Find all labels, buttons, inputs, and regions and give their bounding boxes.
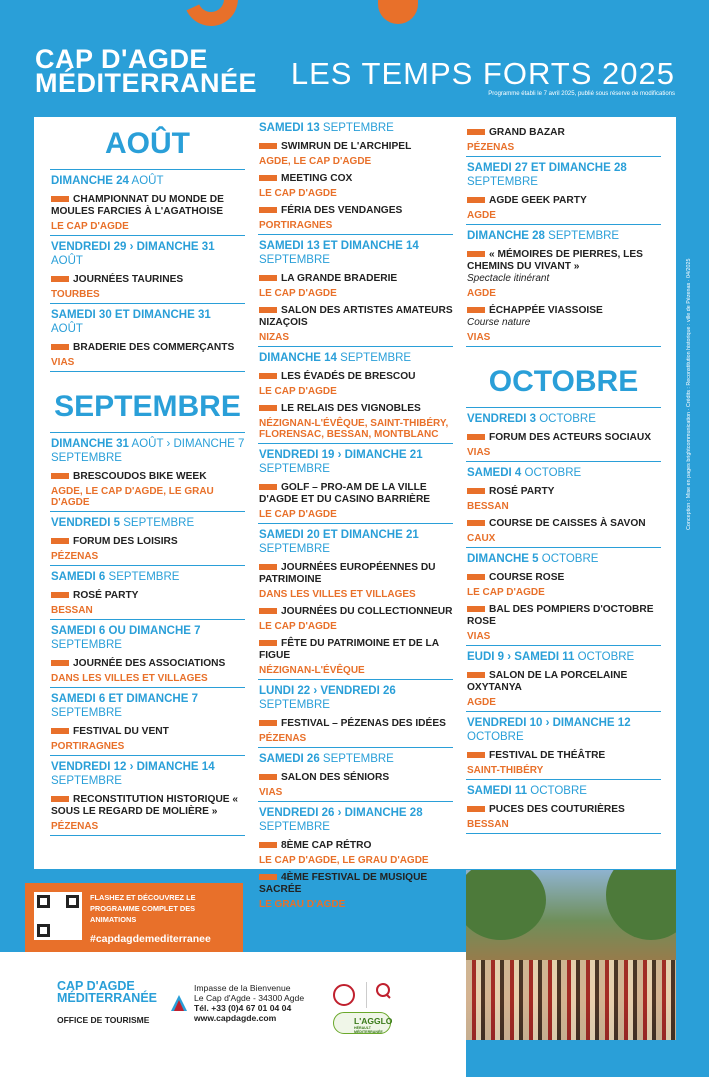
event-date xyxy=(259,239,453,267)
column-1 xyxy=(50,117,245,836)
brand-logo xyxy=(35,44,258,98)
event-place: AGDE xyxy=(467,697,496,708)
date-month: AOÛT xyxy=(128,175,164,187)
date-month: SEPTEMBRE xyxy=(467,176,538,188)
credits-note: Conception : Mise en pages brightcommunication · Crédits : Reconstitution historique : ville de Pézenas · 04/2025 xyxy=(686,258,692,530)
date-month: SEPTEMBRE xyxy=(319,753,394,765)
event-name: RECONSTITUTION HISTORIQUE « SOUS LE REGARD DE MOLIÈRE » xyxy=(51,794,245,818)
event-place: DANS LES VILLES ET VILLAGES xyxy=(259,589,416,600)
event-place: NÉZIGNAN-L'ÉVÊQUE, SAINT-THIBÉRY, FLORENSAC, BESSAN, MONTBLANC xyxy=(259,418,449,440)
event-name: LA GRANDE BRADERIE xyxy=(259,273,453,285)
date-month: OCTOBRE xyxy=(574,651,635,663)
logo-line: CAP D'AGDE xyxy=(35,44,208,74)
event-name: 8ÈME CAP RÉTRO xyxy=(259,840,453,852)
event-entry xyxy=(466,157,661,225)
agglo-sub: HÉRAULT MÉDITERRANÉE xyxy=(354,1026,383,1034)
event-item xyxy=(259,872,453,910)
event-name: ÉCHAPPÉE VIASSOISE xyxy=(467,305,661,317)
event-name: LE RELAIS DES VIGNOBLES xyxy=(259,403,453,415)
event-name: LES ÉVADÉS DE BRESCOU xyxy=(259,371,453,383)
date-day: DIMANCHE 14 xyxy=(259,352,337,364)
event-date xyxy=(51,240,245,268)
website-link[interactable]: www.capdagde.com xyxy=(194,1013,277,1023)
event-place: LE CAP D'AGDE xyxy=(259,288,337,299)
event-place: VIAS xyxy=(51,357,75,368)
date-day: DIMANCHE 28 xyxy=(467,230,545,242)
footer-logo-line: CAP D'AGDE xyxy=(57,979,135,993)
event-item xyxy=(51,342,245,368)
month-heading: SEPTEMBRE xyxy=(50,380,245,433)
date-month: OCTOBRE xyxy=(521,467,582,479)
event-name: SALON DES SÉNIORS xyxy=(259,772,453,784)
event-item xyxy=(259,772,453,798)
date-month: SEPTEMBRE xyxy=(120,517,195,529)
agglo-logo xyxy=(333,1012,391,1034)
date-day: SAMEDI 30 ET DIMANCHE 31 xyxy=(51,309,211,321)
event-entry xyxy=(50,688,245,756)
date-month: SEPTEMBRE xyxy=(259,699,330,711)
date-month: SEPTEMBRE xyxy=(51,707,122,719)
event-entry xyxy=(258,680,453,748)
event-entry xyxy=(258,444,453,524)
date-day: VENDREDI 3 xyxy=(467,413,537,425)
event-item xyxy=(259,403,453,440)
date-month: SEPTEMBRE xyxy=(105,571,180,583)
event-name: FÊTE DU PATRIMOINE ET DE LA FIGUE xyxy=(259,638,453,662)
date-month: SEPTEMBRE xyxy=(51,775,122,787)
event-place: PÉZENAS xyxy=(51,821,99,832)
event-entry xyxy=(50,512,245,566)
event-place: AGDE, LE CAP D'AGDE, LE GRAU D'AGDE xyxy=(51,486,214,508)
event-item xyxy=(259,562,453,600)
event-place: LE CAP D'AGDE xyxy=(259,621,337,632)
event-date xyxy=(259,528,453,556)
event-entry xyxy=(466,117,661,157)
date-day: SAMEDI 13 ET DIMANCHE 14 xyxy=(259,240,419,252)
event-place: VIAS xyxy=(467,447,491,458)
phone-number[interactable]: Tél. +33 (0)4 67 01 04 04 xyxy=(194,1003,292,1013)
event-entry xyxy=(258,117,453,235)
event-place: LE CAP D'AGDE xyxy=(259,188,337,199)
event-place: VIAS xyxy=(259,787,283,798)
event-entry xyxy=(50,756,245,836)
hashtag: #capdagdemediterranee xyxy=(90,933,211,945)
event-entry xyxy=(466,646,661,712)
event-name: FORUM DES ACTEURS SOCIAUX xyxy=(467,432,661,444)
event-date xyxy=(51,760,245,788)
page-subtitle: Programme établi le 7 avril 2025, publié sous réserve de modifications xyxy=(488,91,675,97)
event-photo xyxy=(466,870,676,1040)
event-date xyxy=(51,624,245,652)
event-name: JOURNÉES TAURINES xyxy=(51,274,245,286)
event-place: LE CAP D'AGDE xyxy=(467,587,545,598)
event-name: AGDE GEEK PARTY xyxy=(467,195,661,207)
event-item xyxy=(467,249,661,299)
agglo-label: L'AGGLO xyxy=(354,1016,393,1026)
event-date xyxy=(51,308,245,336)
column-2 xyxy=(258,117,453,914)
event-place: NIZAS xyxy=(259,332,289,343)
date-month: SEPTEMBRE xyxy=(336,352,412,364)
event-date xyxy=(467,229,661,243)
event-name: COURSE ROSE xyxy=(467,572,661,584)
event-place: NÉZIGNAN-L'ÉVÊQUE xyxy=(259,665,365,676)
event-place: CAUX xyxy=(467,533,496,544)
event-item xyxy=(259,638,453,676)
event-name: 4ÈME FESTIVAL DE MUSIQUE SACRÉE xyxy=(259,872,453,896)
event-place: PORTIRAGNES xyxy=(259,220,333,231)
event-place: BESSAN xyxy=(467,819,509,830)
event-place: LE CAP D'AGDE, LE GRAU D'AGDE xyxy=(259,855,429,866)
event-item xyxy=(259,482,453,520)
event-name: JOURNÉE DES ASSOCIATIONS xyxy=(51,658,245,670)
event-place: VIAS xyxy=(467,332,491,343)
qr-code-icon[interactable] xyxy=(34,892,82,940)
tourism-office-icon xyxy=(170,994,188,1012)
page-title: LES TEMPS FORTS 2025 xyxy=(290,56,675,91)
event-item xyxy=(51,471,245,508)
event-date xyxy=(259,752,453,766)
event-name: FESTIVAL – PÉZENAS DES IDÉES xyxy=(259,718,453,730)
event-place: LE CAP D'AGDE xyxy=(51,221,129,232)
date-month: SEPTEMBRE xyxy=(319,122,394,134)
event-subtitle: Spectacle itinérant xyxy=(467,273,550,284)
date-month: OCTOBRE xyxy=(467,731,524,743)
event-place: BESSAN xyxy=(467,501,509,512)
date-day: DIMANCHE 5 xyxy=(467,553,539,565)
event-place: AGDE xyxy=(467,210,496,221)
event-item xyxy=(467,572,661,598)
date-day: VENDREDI 19 › DIMANCHE 21 xyxy=(259,449,423,461)
event-item xyxy=(51,658,245,684)
event-date xyxy=(259,351,453,365)
event-date xyxy=(467,466,661,480)
event-item xyxy=(467,305,661,343)
event-name: COURSE DE CAISSES À SAVON xyxy=(467,518,661,530)
event-date xyxy=(51,516,245,530)
event-date xyxy=(467,650,661,664)
date-day: DIMANCHE 31 xyxy=(51,438,129,450)
event-date xyxy=(467,552,661,566)
logo-line: MÉDITERRANÉE xyxy=(35,68,258,98)
date-month: AOÛT xyxy=(51,255,83,267)
date-day: VENDREDI 29 › DIMANCHE 31 xyxy=(51,241,215,253)
event-place: PORTIRAGNES xyxy=(51,741,125,752)
event-entry xyxy=(258,235,453,347)
date-month: OCTOBRE xyxy=(536,413,596,425)
event-name: MEETING COX xyxy=(259,173,453,185)
event-item xyxy=(259,273,453,299)
event-name: BAL DES POMPIERS D'OCTOBRE ROSE xyxy=(467,604,661,628)
event-date xyxy=(467,412,661,426)
event-place: TOURBES xyxy=(51,289,100,300)
event-name: ROSÉ PARTY xyxy=(467,486,661,498)
address-line: Impasse de la Bienvenue xyxy=(194,983,291,993)
office-label: OFFICE DE TOURISME xyxy=(57,1015,150,1025)
event-name: FESTIVAL DE THÉÂTRE xyxy=(467,750,661,762)
date-day: SAMEDI 6 ET DIMANCHE 7 xyxy=(51,693,198,705)
footer-logo-line: MÉDITERRANÉE xyxy=(57,991,158,1005)
date-day: SAMEDI 20 ET DIMANCHE 21 xyxy=(259,529,419,541)
event-entry xyxy=(50,236,245,304)
event-date xyxy=(467,161,661,189)
event-name: JOURNÉES DU COLLECTIONNEUR xyxy=(259,606,453,618)
date-month: SEPTEMBRE xyxy=(544,230,620,242)
event-name: JOURNÉES EUROPÉENNES DU PATRIMOINE xyxy=(259,562,453,586)
event-date xyxy=(259,121,453,135)
event-place: PÉZENAS xyxy=(259,733,307,744)
event-name: FORUM DES LOISIRS xyxy=(51,536,245,548)
event-place: LE GRAU D'AGDE xyxy=(259,899,346,910)
event-item xyxy=(259,718,453,744)
event-date xyxy=(259,806,453,834)
date-day: VENDREDI 12 › DIMANCHE 14 xyxy=(51,761,215,773)
event-entry xyxy=(258,748,453,802)
event-date xyxy=(467,784,661,798)
event-item xyxy=(259,840,453,866)
event-item xyxy=(467,127,661,153)
event-entry xyxy=(258,802,453,914)
event-entry xyxy=(50,304,245,372)
event-name: « MÉMOIRES DE PIERRES, LES CHEMINS DU VIVANT » xyxy=(467,249,661,273)
month-heading: OCTOBRE xyxy=(466,355,661,408)
event-entry xyxy=(466,780,661,834)
date-month: SEPTEMBRE xyxy=(259,821,330,833)
event-name: SALON DES ARTISTES AMATEURS NIZAÇOIS xyxy=(259,305,453,328)
event-item xyxy=(467,432,661,458)
event-entry xyxy=(258,524,453,680)
address-line: Le Cap d'Agde - 34300 Agde xyxy=(194,993,305,1003)
event-name: SWIMRUN DE L'ARCHIPEL xyxy=(259,141,453,153)
date-day: SAMEDI 4 xyxy=(467,467,522,479)
event-name: CHAMPIONNAT DU MONDE DE MOULES FARCIES À L'AGATHOISE xyxy=(51,194,245,218)
event-place: AGDE, LE CAP D'AGDE xyxy=(259,156,372,167)
date-month: AOÛT › DIMANCHE 7 SEPTEMBRE xyxy=(51,438,245,464)
event-date xyxy=(467,716,661,744)
event-entry xyxy=(50,620,245,688)
date-day: SAMEDI 13 xyxy=(259,122,320,134)
date-day: SAMEDI 27 ET DIMANCHE 28 xyxy=(467,162,627,174)
event-place: DANS LES VILLES ET VILLAGES xyxy=(51,673,208,684)
footer-logo xyxy=(57,980,157,1026)
date-day: EUDI 9 › SAMEDI 11 xyxy=(467,651,575,663)
date-month: SEPTEMBRE xyxy=(259,543,330,555)
event-name: PUCES DES COUTURIÈRES xyxy=(467,804,661,816)
event-item xyxy=(259,305,453,343)
quality-label-icon xyxy=(366,982,392,1008)
event-item xyxy=(467,518,661,544)
date-month: SEPTEMBRE xyxy=(51,639,122,651)
event-item xyxy=(259,205,453,231)
date-month: SEPTEMBRE xyxy=(259,463,330,475)
event-entry xyxy=(466,548,661,646)
event-entry xyxy=(466,712,661,780)
event-entry xyxy=(50,566,245,620)
event-entry xyxy=(50,433,245,512)
event-item xyxy=(51,194,245,232)
event-place: LE CAP D'AGDE xyxy=(259,509,337,520)
event-place: AGDE xyxy=(467,288,496,299)
event-date xyxy=(51,437,245,465)
event-item xyxy=(51,794,245,832)
event-item xyxy=(259,371,453,397)
date-day: VENDREDI 26 › DIMANCHE 28 xyxy=(259,807,423,819)
event-place: LE CAP D'AGDE xyxy=(259,386,337,397)
event-name: SALON DE LA PORCELAINE OXYTANYA xyxy=(467,670,661,694)
event-name: ROSÉ PARTY xyxy=(51,590,245,602)
date-day: SAMEDI 11 xyxy=(467,785,528,797)
event-name: BRADERIE DES COMMERÇANTS xyxy=(51,342,245,354)
date-month: AOÛT xyxy=(51,323,83,335)
event-name: FESTIVAL DU VENT xyxy=(51,726,245,738)
date-day: VENDREDI 10 › DIMANCHE 12 xyxy=(467,717,631,729)
decorative-shape xyxy=(378,0,418,24)
month-heading: AOÛT xyxy=(50,117,245,170)
decorative-shape xyxy=(176,0,245,34)
event-name: FÉRIA DES VENDANGES xyxy=(259,205,453,217)
event-item xyxy=(51,274,245,300)
date-day: SAMEDI 6 OU DIMANCHE 7 xyxy=(51,625,201,637)
date-day: DIMANCHE 24 xyxy=(51,175,129,187)
partner-logo xyxy=(333,984,355,1006)
date-day: VENDREDI 5 xyxy=(51,517,121,529)
event-entry xyxy=(466,408,661,462)
event-subtitle: Course nature xyxy=(467,317,531,328)
event-date xyxy=(51,692,245,720)
column-3 xyxy=(466,117,661,834)
date-day: LUNDI 22 › VENDREDI 26 xyxy=(259,685,396,697)
event-item xyxy=(51,536,245,562)
date-month: OCTOBRE xyxy=(538,553,599,565)
qr-promo-box[interactable] xyxy=(25,883,243,952)
event-item xyxy=(51,726,245,752)
event-place: PÉZENAS xyxy=(51,551,99,562)
event-date xyxy=(51,174,245,188)
event-item xyxy=(467,604,661,642)
event-entry xyxy=(466,462,661,548)
event-item xyxy=(467,750,661,776)
date-month: SEPTEMBRE xyxy=(259,254,330,266)
event-place: SAINT-THIBÉRY xyxy=(467,765,544,776)
event-entry xyxy=(50,170,245,236)
event-item xyxy=(467,195,661,221)
event-entry xyxy=(466,225,661,347)
event-name: BRESCOUDOS BIKE WEEK xyxy=(51,471,245,483)
event-name: GRAND BAZAR xyxy=(467,127,661,139)
event-place: PÉZENAS xyxy=(467,142,515,153)
event-date xyxy=(51,570,245,584)
event-item xyxy=(467,804,661,830)
address-block xyxy=(194,983,304,1023)
date-day: SAMEDI 26 xyxy=(259,753,320,765)
event-item xyxy=(259,606,453,632)
event-item xyxy=(467,486,661,512)
event-item xyxy=(259,173,453,199)
event-place: VIAS xyxy=(467,631,491,642)
event-item xyxy=(51,590,245,616)
event-date xyxy=(259,448,453,476)
footer xyxy=(0,952,466,1077)
event-entry xyxy=(258,347,453,444)
event-place: BESSAN xyxy=(51,605,93,616)
date-day: SAMEDI 6 xyxy=(51,571,106,583)
event-date xyxy=(259,684,453,712)
qr-text: FLASHEZ ET DÉCOUVREZ LE PROGRAMME COMPLET DES ANIMATIONS xyxy=(90,893,196,924)
event-item xyxy=(259,141,453,167)
event-item xyxy=(467,670,661,708)
event-name: GOLF – PRO-AM DE LA VILLE D'AGDE ET DU CASINO BARRIÈRE xyxy=(259,482,453,506)
date-month: OCTOBRE xyxy=(527,785,587,797)
